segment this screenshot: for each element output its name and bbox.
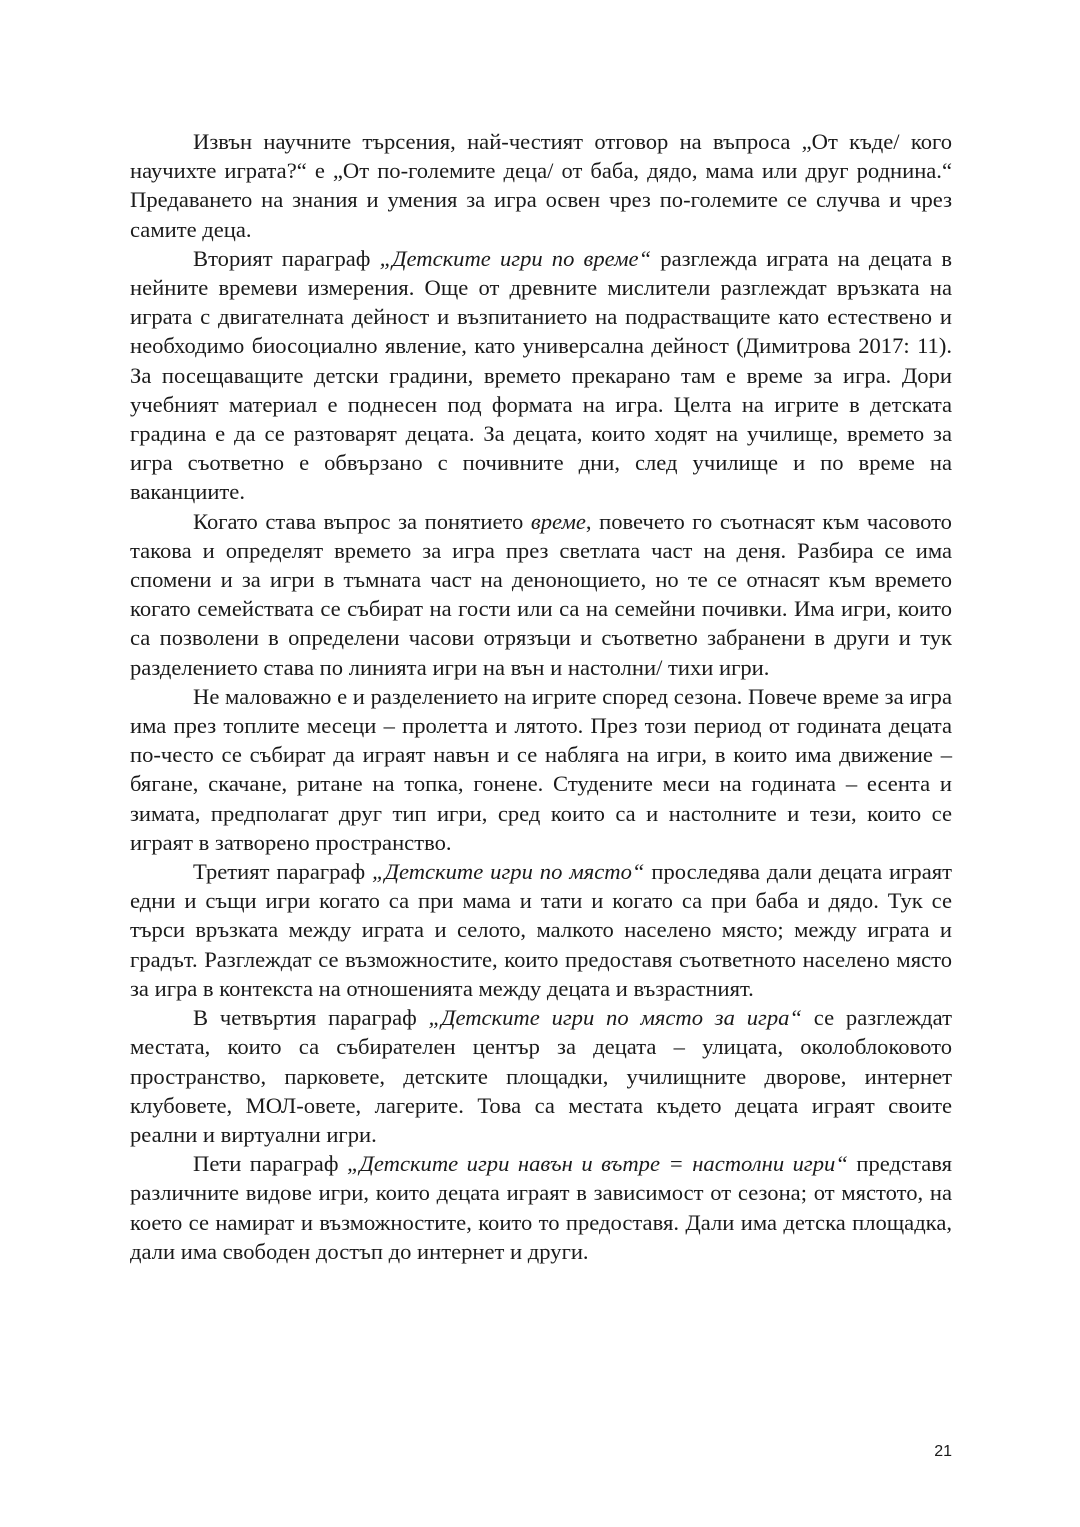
- paragraph-7: [130, 1149, 952, 1266]
- paragraph-2-italic-title: „Детските игри по време“: [379, 245, 652, 271]
- paragraph-3-text: , повечето го съотнасят към часовото такова и определят времето за игра през светлата част на деня. Разбира се има спомени и за игри в тъмната част на денонощието, но те се отнасят към времето когато семействата се събират на гости или са на семейни почивки. Има игри, които са позволени в определени часови отрязъци и съответно забранени в други и тук разделението става по линията игри на вън и настолни/ тихи игри.: [130, 508, 952, 680]
- paragraph-7-text: Пети параграф: [193, 1151, 347, 1177]
- paragraph-3: [130, 507, 952, 682]
- paragraph-7-italic-title: „Детските игри навън и вътре = настолни игри“: [346, 1151, 848, 1177]
- paragraph-6-text: В четвъртия параграф: [193, 1005, 429, 1031]
- paragraph-5-text: Третият параграф: [193, 859, 373, 885]
- paragraph-2: [130, 244, 952, 507]
- body-text: [130, 127, 952, 1266]
- paragraph-5-italic-title: „Детските игри по място“: [372, 859, 645, 885]
- paragraph-3-text: Когато става въпрос за понятието: [193, 508, 531, 534]
- paragraph-7-text: представя различните видове игри, които децата играят в зависимост от сезона; от мястото, на което се намират и възможностите, които то предоставя. Дали има детска площадка, дали има свободен достъп до интернет и други.: [130, 1151, 952, 1264]
- paragraph-2-text: разглежда играта на децата в нейните времеви измерения. Още от древните мислители разглеждат връзката на играта с двигателната дейност и възпитанието на подрастващите като естествено и необходимо биосоциално явление, като универсална дейност (Димитрова 2017: 11). За посещаващите детски градини, времето прекарано там е време за игра. Дори учебният материал е поднесен под формата на игра. Целта на игрите в детската градина е да се разтоварят децата. За децата, които ходят на училище, времето за игра съответно е обвързано с почивните дни, след училище и по време на ваканциите.: [130, 245, 952, 505]
- paragraph-4: [130, 682, 952, 857]
- paragraph-5-text: проследява дали децата играят едни и същи игри когато са при мама и тати и когато са при баба и дядо. Тук се търси връзката между играта и селото, малкото населено място; между играта и градът. Разглеждат се възможностите, които предоставя съответното населено място за игра в контекста на отношенията между децата и възрастният.: [130, 859, 952, 1001]
- page-number: 21: [934, 1443, 952, 1460]
- paragraph-6-italic-title: „Детските игри по място за игра“: [428, 1005, 802, 1031]
- paragraph-5: [130, 857, 952, 1003]
- paragraph-6: [130, 1003, 952, 1149]
- paragraph-2-text: Вторият параграф: [193, 245, 380, 271]
- paragraph-4-text: Не маловажно е и разделението на игрите според сезона. Повече време за игра има през топлите месеци – пролетта и лятото. През този период от годината децата по-често се събират да играят навън и се набляга на игри, в които има движение – бягане, скачане, ритане на топка, гонене. Студените меси на годината – есента и зимата, предполагат друг тип игри, сред които са и настолните и тези, които се играят в затворено пространство.: [130, 683, 952, 855]
- paragraph-3-italic-term: време: [530, 508, 586, 534]
- paragraph-1-text: Извън научните търсения, най-честият отговор на въпроса „От къде/ кого научихте играта?“ е „От по-големите деца/ от баба, дядо, мама или друг роднина.“ Предаването на знания и умения за игра освен чрез по-големите се случва и чрез самите деца.: [130, 129, 952, 242]
- paragraph-6-text: се разглеждат местата, които са събирателен център за децата – улицата, околоблоковото пространство, парковете, детските площадки, училищните дворове, интернет клубовете, МОЛ-овете, лагерите. Това са местата където децата играят своите реални и виртуални игри.: [130, 1005, 952, 1147]
- paragraph-1: [130, 127, 952, 244]
